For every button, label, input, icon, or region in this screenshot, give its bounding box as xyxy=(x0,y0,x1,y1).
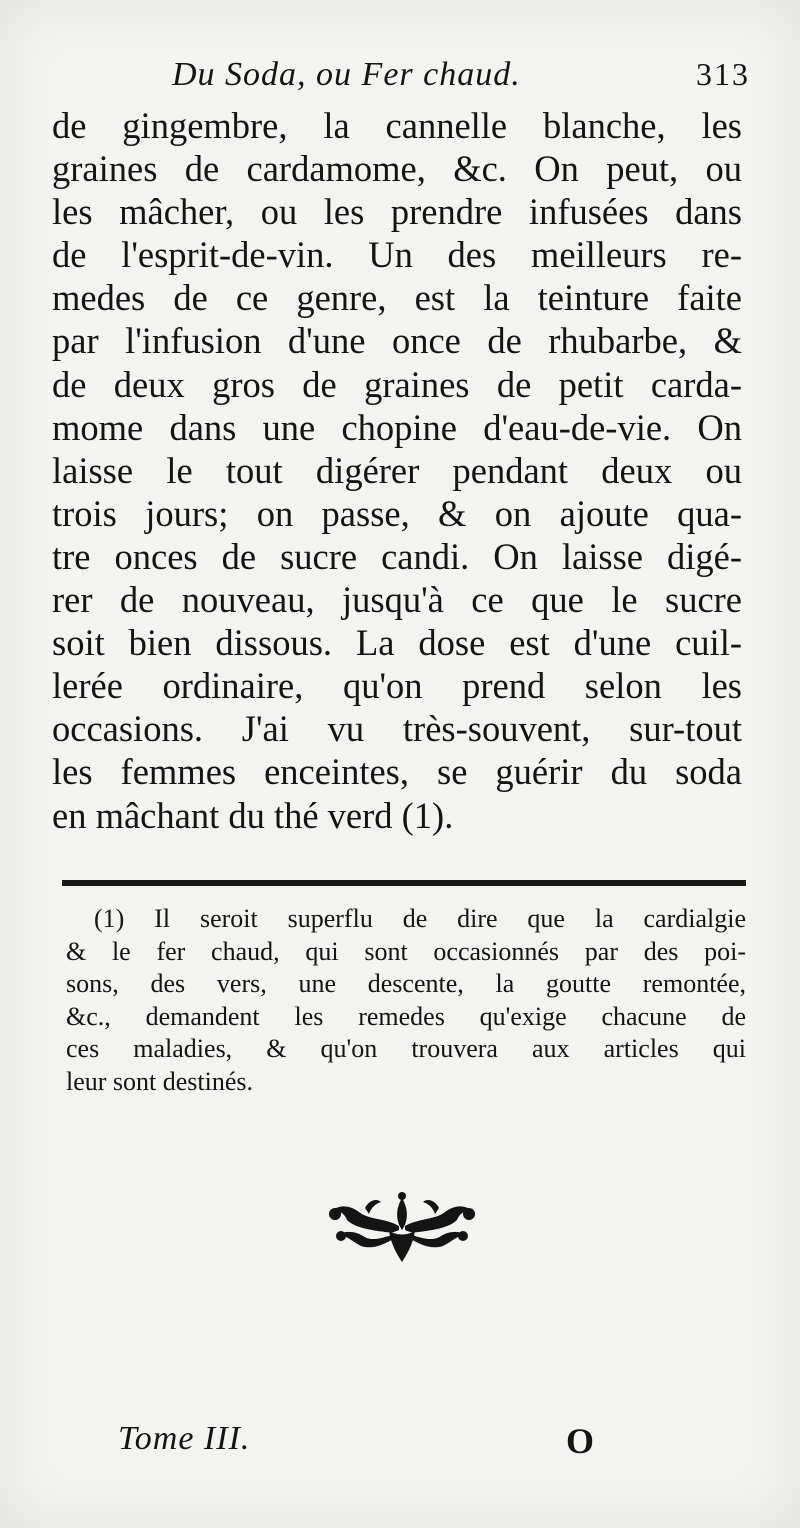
text-line: lerée ordinaire, qu'on prend selon les xyxy=(52,665,742,707)
footnote xyxy=(66,903,746,1099)
text-line: rer de nouveau, jusqu'à ce que le sucre xyxy=(52,579,742,621)
footnote-line: & le fer chaud, qui sont occasionnés par des poi- xyxy=(66,936,746,966)
text-line: de l'esprit-de-vin. Un des meilleurs re- xyxy=(52,234,742,276)
text-line: medes de ce genre, est la teinture faite xyxy=(52,277,742,319)
text-line: les femmes enceintes, se guérir du soda xyxy=(52,751,742,793)
footnote-line: leur sont destinés. xyxy=(66,1066,254,1096)
page-header xyxy=(60,56,750,100)
running-title: Du Soda, ou Fer chaud. xyxy=(172,56,521,93)
page-number: 313 xyxy=(696,56,750,92)
text-line: en mâchant du thé verd (1). xyxy=(52,794,454,836)
text-line: tre onces de sucre candi. On laisse digé- xyxy=(52,535,742,577)
footnote-line: (1) Il seroit superflu de dire que la cardialgie xyxy=(94,904,746,933)
text-line: de gingembre, la cannelle blanche, les xyxy=(52,105,742,146)
text-line: les mâcher, ou les prendre infusées dans xyxy=(52,191,742,233)
text-line: par l'infusion d'une once de rhubarbe, & xyxy=(52,320,742,362)
text-line: laisse le tout digérer pendant deux ou xyxy=(52,449,742,491)
main-text xyxy=(52,104,742,837)
footnote-line: sons, des vers, une descente, la goutte remontée, xyxy=(66,969,746,999)
floral-ornament-icon xyxy=(325,1190,480,1265)
text-line: soit bien dissous. La dose est d'une cuil- xyxy=(52,622,742,664)
footnote-line: ces maladies, & qu'on trouvera aux articles qui xyxy=(66,1034,746,1064)
page-footer xyxy=(118,1420,618,1470)
text-line: mome dans une chopine d'eau-de-vie. On xyxy=(52,406,742,448)
signature-mark: O xyxy=(566,1421,595,1461)
footnote-rule xyxy=(62,880,746,886)
text-line: graines de cardamome, &c. On peut, ou xyxy=(52,148,742,190)
text-line: trois jours; on passe, & on ajoute qua- xyxy=(52,492,742,534)
volume-label: Tome III. xyxy=(118,1420,251,1457)
text-line: de deux gros de graines de petit carda- xyxy=(52,363,742,405)
text-line: occasions. J'ai vu très-souvent, sur-tout xyxy=(52,708,742,750)
footnote-line: &c., demandent les remedes qu'exige chacune de xyxy=(66,1001,746,1031)
